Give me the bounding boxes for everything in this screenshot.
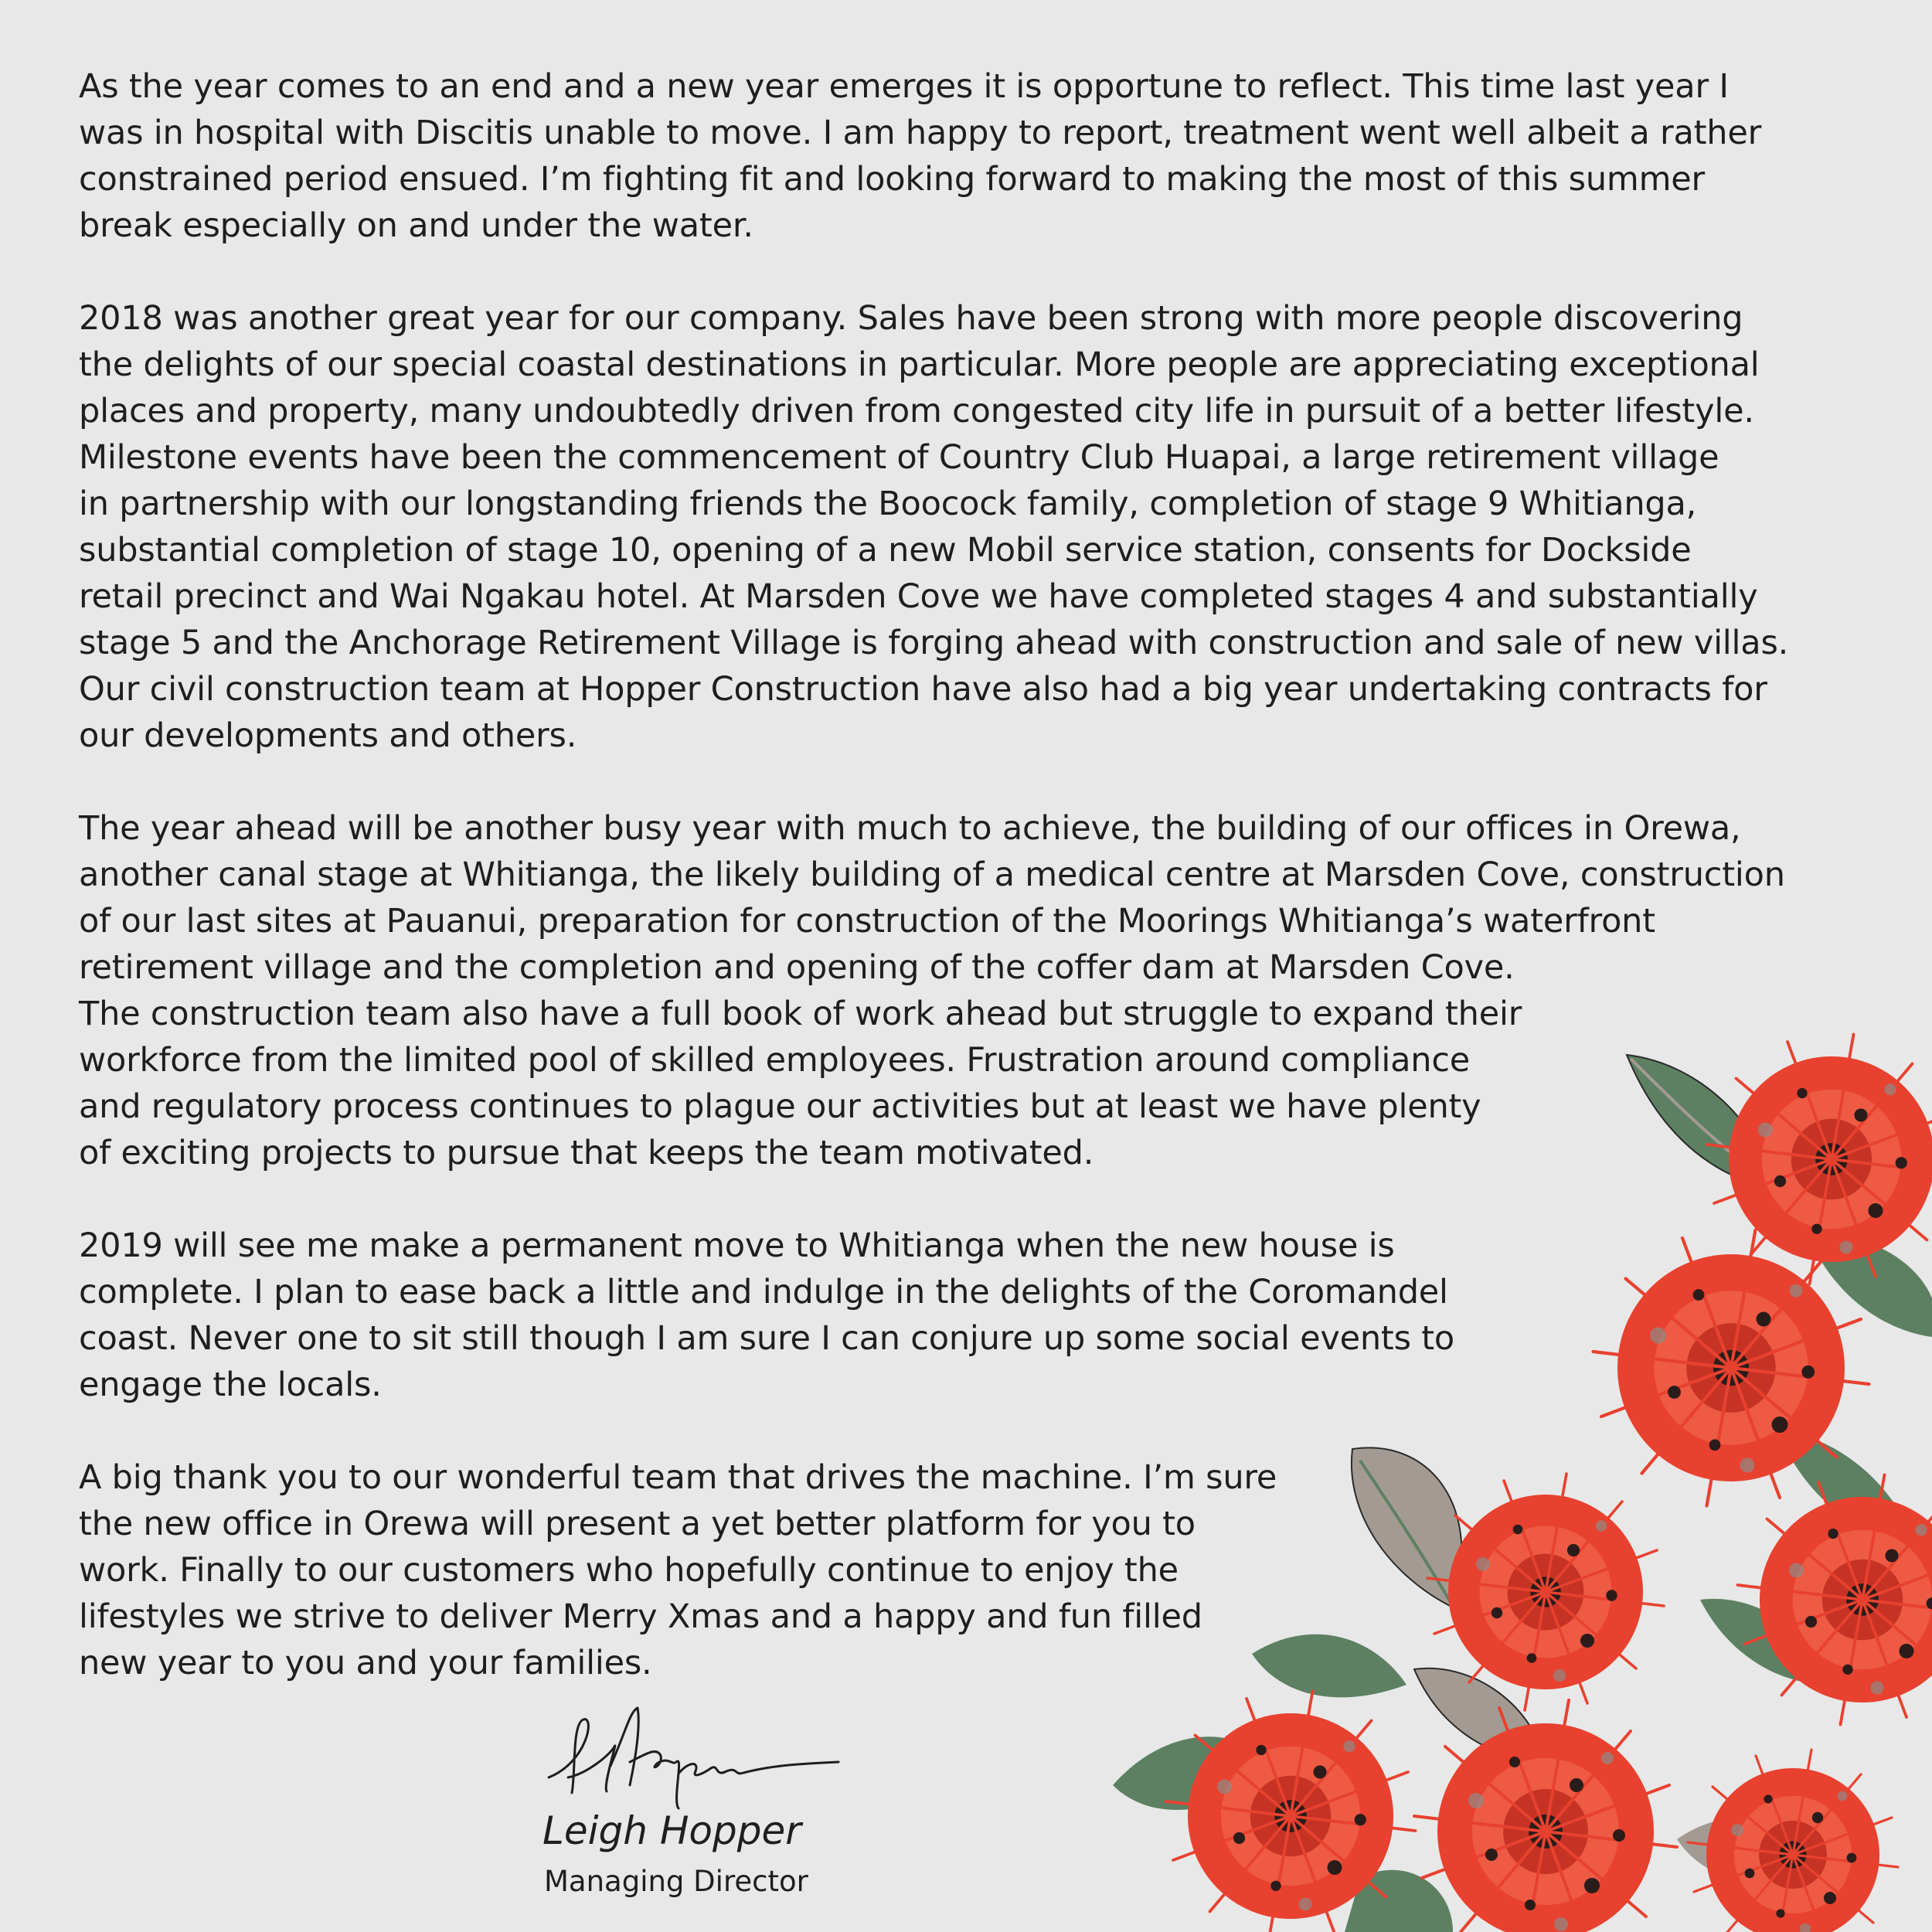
text-line: lifestyles we strive to deliver Merry Xmas and a happy and fun filled [79, 1597, 1202, 1636]
text-line: our developments and others. [79, 716, 577, 755]
text-line: the delights of our special coastal destinations in particular. More people are appreciating exceptional [79, 345, 1760, 384]
paragraph-reflection [79, 63, 1879, 249]
text-line: break especially on and under the water. [79, 206, 753, 245]
text-line: 2018 was another great year for our company. Sales have been strong with more people discovering [79, 299, 1743, 338]
paragraph-2018-review [79, 295, 1879, 759]
text-line: the new office in Orewa will present a yet better platform for you to [79, 1505, 1196, 1543]
text-line: retirement village and the completion and opening of the coffer dam at Marsden Cove. [79, 948, 1515, 987]
text-line: of our last sites at Pauanui, preparation for construction of the Moorings Whitianga’s waterfront [79, 902, 1655, 940]
text-line: coast. Never one to sit still though I am sure I can conjure up some social events to [79, 1319, 1455, 1358]
paragraph-thank-you [79, 1454, 1879, 1686]
text-line: Milestone events have been the commencement of Country Club Huapai, a large retirement village [79, 438, 1719, 477]
text-line: new year to you and your families. [79, 1644, 652, 1682]
text-line: stage 5 and the Anchorage Retirement Village is forging ahead with construction and sale of new villas. [79, 624, 1789, 662]
text-line: in partnership with our longstanding friends the Boocock family, completion of stage 9 Whitianga, [79, 485, 1697, 523]
text-line: another canal stage at Whitianga, the likely building of a medical centre at Marsden Cove, construction [79, 855, 1785, 894]
paragraph-year-ahead [79, 805, 1879, 1176]
handwritten-signature [541, 1700, 842, 1816]
text-line: 2019 will see me make a permanent move to Whitianga when the new house is [79, 1226, 1395, 1265]
text-line: was in hospital with Discitis unable to move. I am happy to report, treatment went well albeit a rather [79, 114, 1762, 152]
text-line: of exciting projects to pursue that keeps the team motivated. [79, 1134, 1094, 1172]
text-line: substantial completion of stage 10, opening of a new Mobil service station, consents for Dockside [79, 531, 1692, 570]
text-line: workforce from the limited pool of skilled employees. Frustration around compliance [79, 1041, 1471, 1080]
text-line: work. Finally to our customers who hopefully continue to enjoy the [79, 1551, 1179, 1590]
text-line: constrained period ensued. I’m fighting fit and looking forward to making the most of this summer [79, 160, 1706, 199]
letter-body [79, 63, 1879, 1733]
text-line: complete. I plan to ease back a little and indulge in the delights of the Coromandel [79, 1273, 1448, 1311]
paragraph-2019-plans [79, 1223, 1879, 1408]
text-line: places and property, many undoubtedly driven from congested city life in pursuit of a better lifestyle. [79, 392, 1754, 430]
text-line: retail precinct and Wai Ngakau hotel. At Marsden Cove we have completed stages 4 and substantially [79, 577, 1758, 616]
signatory-title: Managing Director [544, 1865, 808, 1898]
text-line: engage the locals. [79, 1366, 382, 1404]
text-line: The construction team also have a full book of work ahead but struggle to expand their [79, 995, 1522, 1033]
signatory-name: Leigh Hopper [543, 1808, 801, 1853]
text-line: As the year comes to an end and a new year emerges it is opportune to reflect. This time last year I [79, 67, 1729, 106]
text-line: Our civil construction team at Hopper Construction have also had a big year undertaking contracts for [79, 670, 1767, 709]
text-line: The year ahead will be another busy year with much to achieve, the building of our offices in Orewa, [79, 809, 1741, 848]
text-line: and regulatory process continues to plague our activities but at least we have plenty [79, 1087, 1481, 1126]
text-line: A big thank you to our wonderful team that drives the machine. I’m sure [79, 1458, 1277, 1497]
